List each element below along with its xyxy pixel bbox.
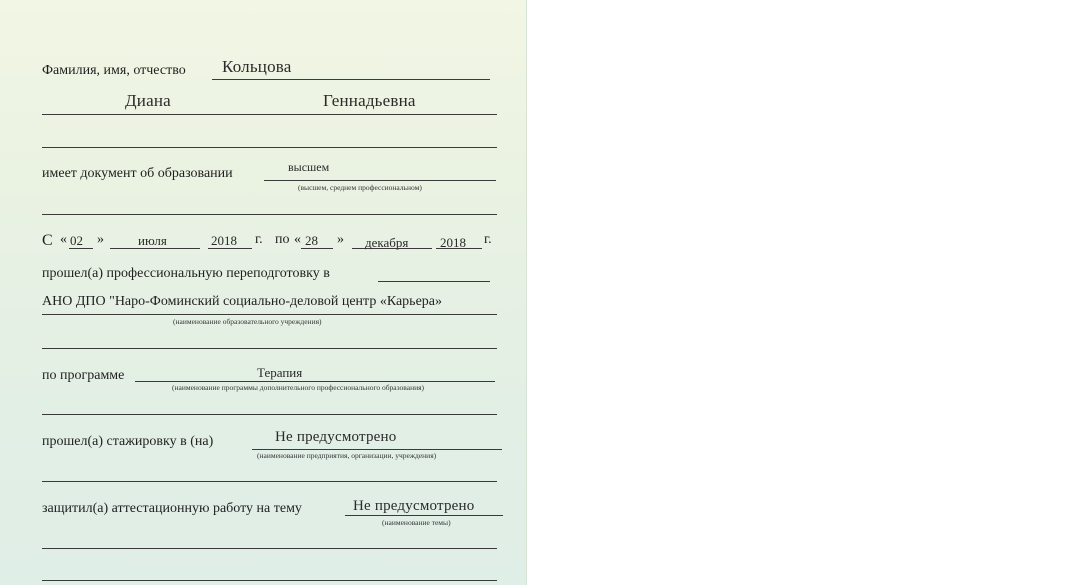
- program-caption: (наименование программы дополнительного профессионального образования): [172, 383, 425, 392]
- blank-line-6: [42, 548, 497, 549]
- program-value: Терапия: [257, 365, 303, 380]
- surname-value: Кольцова: [222, 57, 292, 76]
- education-value: высшем: [288, 160, 330, 174]
- education-line: [264, 180, 496, 181]
- blank-line-3: [42, 348, 497, 349]
- period-to-day-line: [301, 248, 333, 249]
- thesis-caption: (наименование темы): [382, 518, 451, 527]
- period-to-month-line: [352, 248, 432, 249]
- diploma-page: [0, 0, 527, 585]
- internship-label: прошел(а) стажировку в (на): [42, 434, 214, 449]
- blank-line-7: [42, 580, 497, 581]
- thesis-value: Не предусмотрено: [353, 498, 475, 514]
- period-from-month: июля: [138, 233, 167, 248]
- period-from-year-line: [208, 248, 252, 249]
- institution-caption: (наименование образовательного учреждения): [173, 317, 322, 326]
- thesis-line: [345, 515, 503, 516]
- period-from-prefix: С: [42, 232, 53, 249]
- retraining-label: прошел(а) профессиональную переподготовку в: [42, 266, 330, 281]
- patronymic-value: Геннадьевна: [323, 91, 416, 110]
- period-close-quote-1: »: [97, 232, 104, 247]
- institution-line: [42, 314, 497, 315]
- period-to-prefix: по: [275, 232, 290, 247]
- period-from-month-line: [110, 248, 200, 249]
- period-end-suffix: г.: [484, 232, 492, 247]
- education-caption: (высшем, среднем профессиональном): [298, 183, 422, 192]
- retraining-line: [378, 281, 490, 282]
- internship-line: [252, 449, 502, 450]
- blank-line-1: [42, 147, 497, 148]
- fio-label: Фамилия, имя, отчество: [42, 63, 186, 78]
- name-line: [42, 114, 497, 115]
- first-name-value: Диана: [125, 91, 171, 110]
- internship-caption: (наименование предприятия, организации, учреждения): [257, 451, 437, 460]
- period-open-quote-1: «: [60, 232, 67, 247]
- period-from-year: 2018: [211, 233, 237, 248]
- period-year-suffix-1: г.: [255, 232, 263, 247]
- period-to-year: 2018: [440, 235, 466, 250]
- blank-line-2: [42, 214, 497, 215]
- education-label: имеет документ об образовании: [42, 166, 233, 181]
- internship-value: Не предусмотрено: [275, 429, 397, 445]
- institution-value: АНО ДПО "Наро-Фоминский социально-деловой центр «Карьера»: [42, 294, 442, 309]
- period-close-quote-2: »: [337, 232, 344, 247]
- period-open-quote-2: «: [294, 232, 301, 247]
- period-from-day: 02: [70, 233, 83, 248]
- program-line: [135, 381, 495, 382]
- period-to-year-line: [436, 248, 482, 249]
- blank-line-5: [42, 481, 497, 482]
- period-to-day: 28: [305, 233, 318, 248]
- period-to-month: декабря: [365, 235, 409, 250]
- period-from-day-line: [69, 248, 93, 249]
- surname-line: [212, 79, 490, 80]
- blank-line-4: [42, 414, 497, 415]
- thesis-label: защитил(а) аттестационную работу на тему: [42, 501, 302, 516]
- program-label: по программе: [42, 368, 125, 383]
